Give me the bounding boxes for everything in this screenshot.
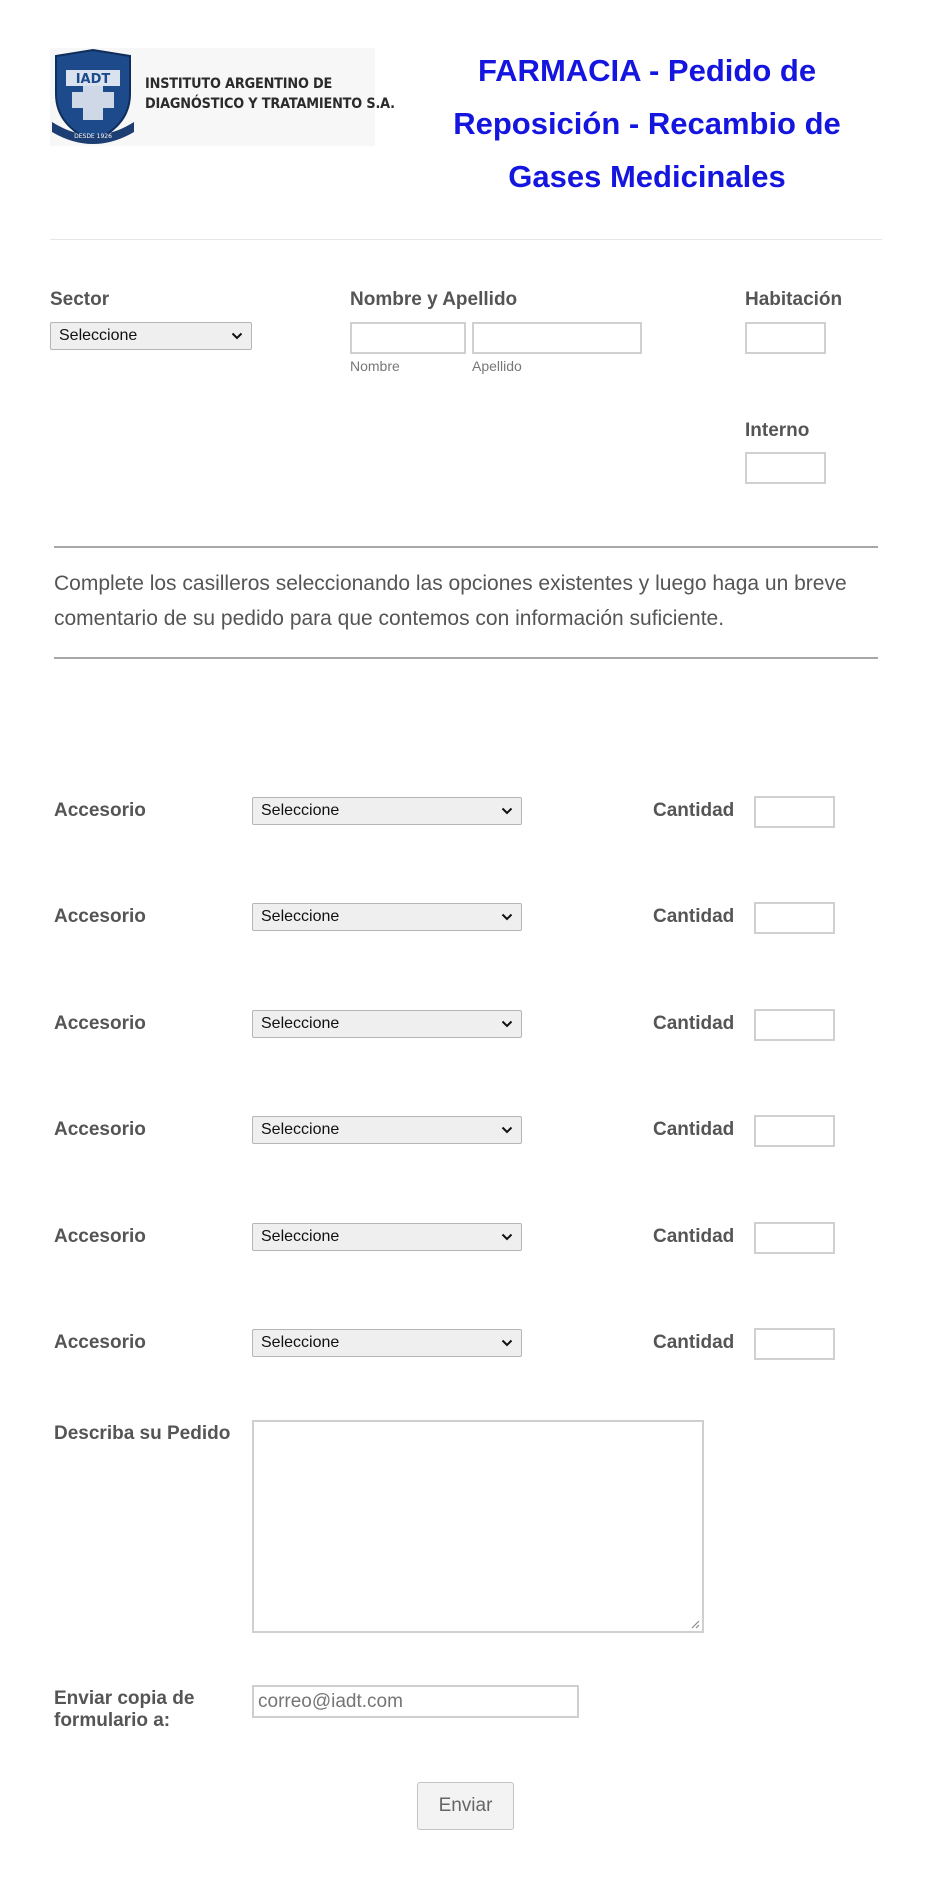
chevron-down-icon [501,1231,513,1243]
form-header [50,0,882,240]
accessory-label-6: Accesorio [54,1332,146,1353]
accessory-label-2: Accesorio [54,906,146,927]
accessory-label-5: Accesorio [54,1226,146,1247]
svg-text:DESDE 1926: DESDE 1926 [74,133,112,140]
quantity-label-3: Cantidad [653,1013,735,1034]
accessory-select-1[interactable]: Seleccione [252,797,522,825]
chevron-down-icon [501,1018,513,1030]
chevron-down-icon [501,911,513,923]
accessory-select-2[interactable]: Seleccione [252,903,522,931]
instructions-top-rule [54,546,878,548]
resize-grip-icon[interactable] [690,1619,700,1629]
quantity-input-4[interactable] [754,1115,835,1147]
shield-logo-icon [50,48,136,146]
quantity-input-3[interactable] [754,1009,835,1041]
chevron-down-icon [501,1337,513,1349]
sector-select[interactable]: Seleccione [50,322,252,350]
quantity-input-6[interactable] [754,1328,835,1360]
description-label: Describa su Pedido [54,1423,231,1444]
interno-label: Interno [745,420,810,441]
description-textarea[interactable] [252,1420,704,1633]
habitacion-input[interactable] [745,322,826,354]
last-name-input[interactable] [472,322,642,354]
submit-button[interactable]: Enviar [417,1782,514,1830]
iadt-logo [50,48,395,146]
accessory-select-4[interactable]: Seleccione [252,1116,522,1144]
logo-org-name: INSTITUTO ARGENTINO DE DIAGNÓSTICO Y TRATAMIENTO S.A. [145,76,395,112]
quantity-label-2: Cantidad [653,906,735,927]
page-title: FARMACIA - Pedido de Reposición - Recambio de Gases Medicinales [453,53,841,194]
first-name-input[interactable] [350,322,466,354]
last-name-sublabel: Apellido [472,358,522,374]
quantity-input-5[interactable] [754,1222,835,1254]
sector-label: Sector [50,289,110,310]
copy-email-label: Enviar copia de formulario a: [54,1688,195,1731]
habitacion-label: Habitación [745,289,843,310]
quantity-label-4: Cantidad [653,1119,735,1140]
accessory-label-4: Accesorio [54,1119,146,1140]
quantity-input-1[interactable] [754,796,835,828]
accessory-label-3: Accesorio [54,1013,146,1034]
svg-text:IADT: IADT [75,72,111,87]
accessory-select-6[interactable]: Seleccione [252,1329,522,1357]
name-label: Nombre y Apellido [350,289,518,310]
accessory-select-3[interactable]: Seleccione [252,1010,522,1038]
chevron-down-icon [501,1124,513,1136]
interno-input[interactable] [745,452,826,484]
header-divider [50,239,882,240]
copy-email-input[interactable]: correo@iadt.com [252,1685,579,1718]
quantity-label-5: Cantidad [653,1226,735,1247]
accessory-label-1: Accesorio [54,800,146,821]
instructions-bottom-rule [54,657,878,659]
chevron-down-icon [501,805,513,817]
accessory-select-5[interactable]: Seleccione [252,1223,522,1251]
quantity-label-1: Cantidad [653,800,735,821]
quantity-input-2[interactable] [754,902,835,934]
first-name-sublabel: Nombre [350,358,400,374]
chevron-down-icon [231,330,243,342]
quantity-label-6: Cantidad [653,1332,735,1353]
instructions-text: Complete los casilleros seleccionando las opciones existentes y luego haga un breve comentario de su pedido para que contemos con información suficiente. [54,572,847,630]
